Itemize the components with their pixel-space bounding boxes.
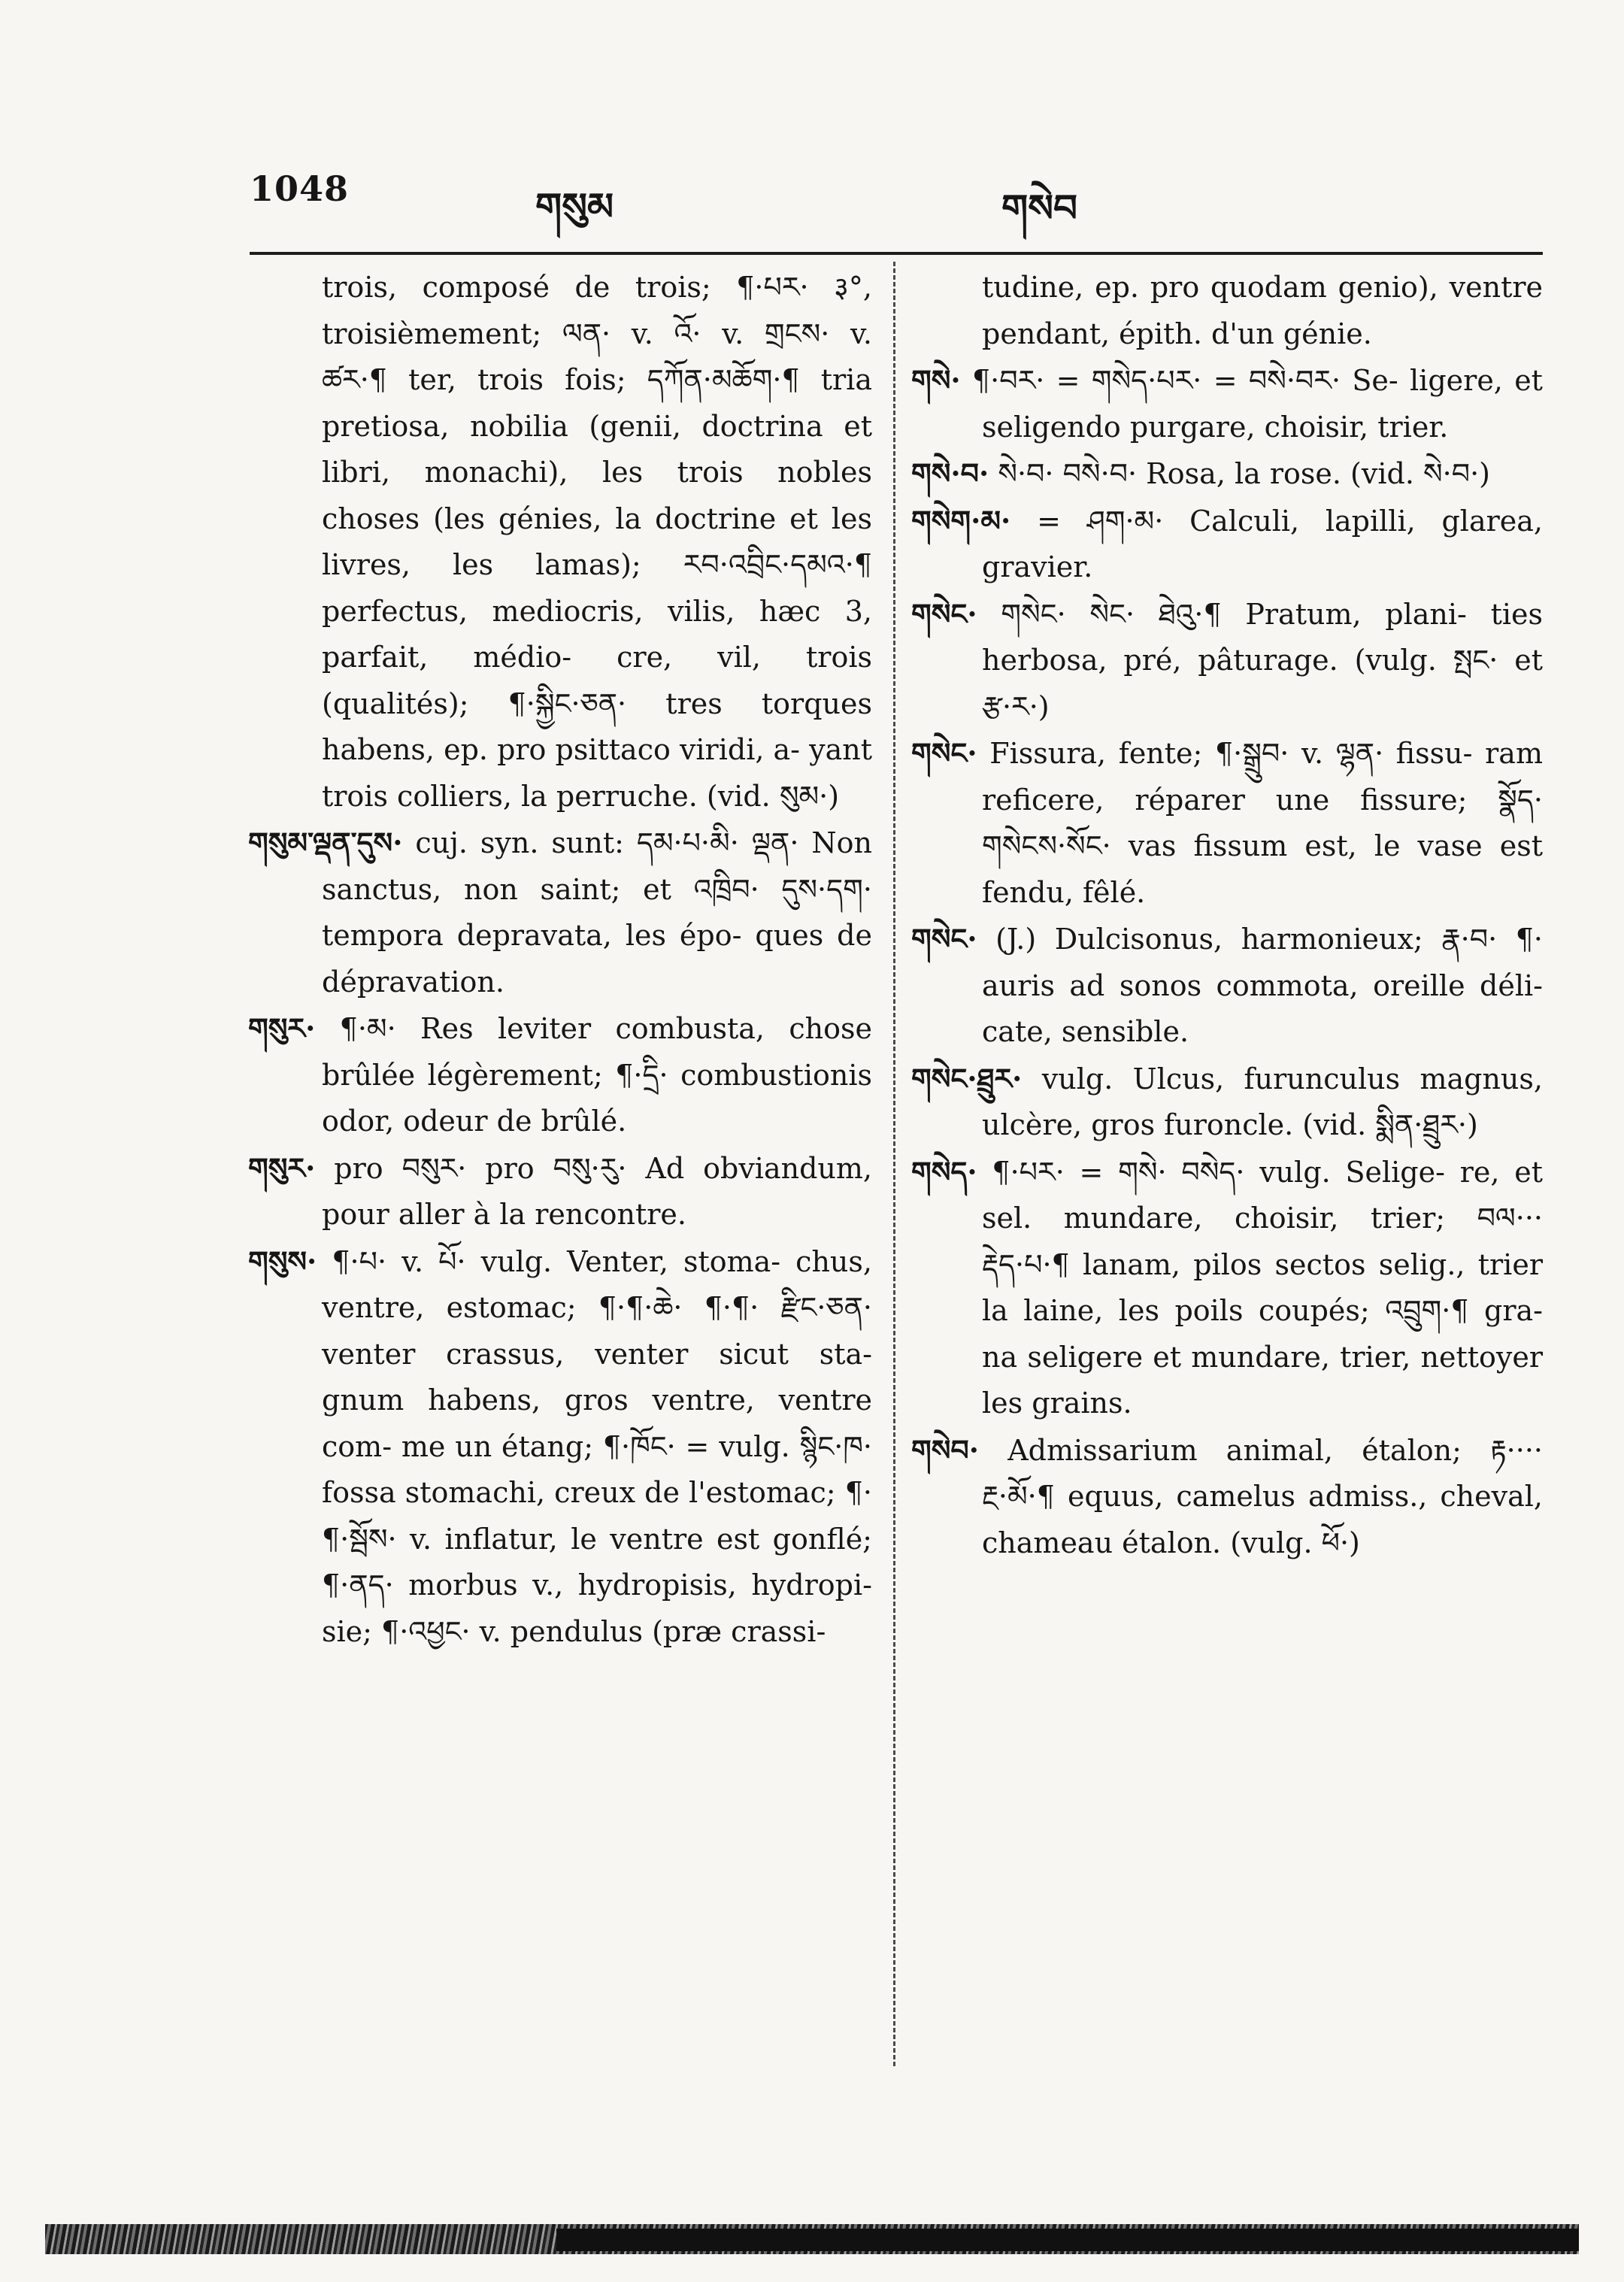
- entry-headword: གསེང·: [911, 922, 977, 956]
- entry-line: pretiosa, nobilia (genii, doctrina et libri,: [322, 409, 872, 489]
- dictionary-entry: [248, 820, 872, 1005]
- entry-line: རྔ·མོ·¶ equus, camelus admiss., cheval,: [982, 1480, 1543, 1513]
- entry-line: la laine, les poils coupés; འབྲུག·¶ gra-: [982, 1294, 1543, 1327]
- entry-line: cate, sensible.: [982, 1015, 1189, 1048]
- entry-line: trier.: [1377, 410, 1449, 444]
- entry-line: ¶·བར· = གསེད·པར· = བསེ·བར· Se-: [971, 364, 1398, 397]
- entry-headword: གསེ·: [911, 363, 961, 397]
- entry-line: me un étang; ¶·ཁོང· = vulg. སྙིང·ཁ·: [401, 1429, 872, 1463]
- entry-line: ties herbosa, pré, pâturage. (vulg. སྤང·: [982, 597, 1543, 677]
- entry-line: སེ·བ·): [1423, 457, 1491, 490]
- entry-line: fossa stomachi, creux de l'estomac; ¶·: [322, 1476, 872, 1509]
- dictionary-entry: [911, 730, 1543, 916]
- entry-line: pour aller à la rencontre.: [322, 1198, 687, 1231]
- entry-line: sie; ¶·འཕྱང· v. pendulus (præ crassi-: [322, 1614, 826, 1648]
- dictionary-entry: [911, 1427, 1543, 1567]
- entry-line: lamas); རབ·འབྲིང·དམའ·¶ perfectus,: [322, 548, 872, 628]
- page-number: 1048: [250, 168, 350, 209]
- entry-line: (J.) Dulcisonus, harmonieux; རྣ·བ·: [995, 923, 1498, 956]
- dictionary-entry: [911, 1149, 1543, 1427]
- entry-line: cuj. syn. sunt: དམ·པ·མི·: [415, 826, 739, 859]
- entry-line: et རྩ·ར·): [982, 644, 1543, 723]
- entry-line: སུམ·): [779, 779, 840, 813]
- entry-line: ¶·མ· Res leviter combusta, chose: [339, 1012, 872, 1045]
- entry-line: གསེང· སེང· ཐེའུ·¶ Pratum, plani-: [1001, 597, 1467, 631]
- right-column: [911, 265, 1543, 1566]
- page-header: [250, 159, 1549, 242]
- entry-line: རྫིང·ཅན· venter crassus, venter sicut sta-: [322, 1291, 872, 1371]
- entry-headword: གསུར·: [248, 1150, 316, 1185]
- entry-line: ram reficere, réparer une fissure; སྣོད·: [982, 737, 1543, 817]
- entry-line: = ཤག·མ· Calculi, lapilli, glarea,: [1037, 504, 1543, 538]
- entry-line: brûlée légèrement; ¶·དྲི· combustionis: [322, 1058, 872, 1092]
- entry-headword: གསུར·: [248, 1011, 316, 1045]
- entry-line: fendu, fêlé.: [982, 875, 1146, 909]
- dictionary-entry: [911, 1056, 1543, 1149]
- entry-line: Admissarium animal, étalon; རྟ····: [1007, 1433, 1543, 1467]
- entry-line: les grains.: [982, 1386, 1132, 1420]
- dictionary-entry: [911, 265, 1543, 357]
- entry-line: vulg. Ulcus, furunculus magnus,: [1041, 1062, 1543, 1096]
- entry-line: chameau étalon. (vulg. ཕོ·): [982, 1526, 1360, 1559]
- entry-line: ques de dépravation.: [322, 919, 872, 999]
- entry-line: ligere, et seligendo purgare, choisir,: [982, 364, 1543, 444]
- entry-line: mediocris, vilis, hæc 3, parfait, médio-: [322, 594, 872, 674]
- entry-headword: གསེ·བ·: [911, 456, 989, 490]
- entry-line: odor, odeur de brûlé.: [322, 1105, 627, 1138]
- entry-line: cre, vil, trois (qualités); ¶·སྐྱིང·ཅན· tres: [322, 641, 872, 720]
- entry-headword: གསེབ·: [911, 1432, 979, 1467]
- entry-line: ¶· auris ad sonos commota, oreille déli-: [982, 923, 1543, 1002]
- dictionary-entry: [248, 265, 872, 820]
- entry-line: ulcère, gros furoncle. (vid. སྨིན·ཐྲུར·): [982, 1108, 1478, 1141]
- entry-line: སེ·བ· བསེ·བ· Rosa, la rose. (vid.: [998, 457, 1414, 490]
- entry-line: re, et sel. mundare, choisir, trier; བལ···: [982, 1155, 1543, 1235]
- entry-line: pro བསུར· pro བསུ·རུ· Ad obviandum,: [334, 1151, 872, 1185]
- dictionary-entry: [911, 916, 1543, 1056]
- entry-line: ¶·པར· = གསེ· བསེད· vulg. Selige-: [992, 1155, 1445, 1189]
- entry-line: troisièmement; ལན· v. འོ· v. གྲངས· v.: [322, 317, 872, 350]
- entry-line: དུས·དག· tempora depravata, les épo-: [322, 872, 872, 952]
- dictionary-entry: [911, 591, 1543, 731]
- column-divider: [893, 262, 895, 2066]
- entry-line: Fissura, fente; ¶·སྒྲུབ· v. ལྷན· fissu-: [989, 737, 1473, 770]
- entry-line: trois, composé de trois; ¶·པར· ३°,: [322, 271, 872, 304]
- dictionary-entry: [911, 498, 1543, 591]
- entry-line: génies, la doctrine et les livres, les: [322, 502, 872, 581]
- entry-line: ལྡན· Non sanctus, non saint; et འཁྲིབ·: [322, 826, 872, 906]
- entry-headword: གསེག·མ·: [911, 503, 1011, 538]
- entry-line: གསེངས·སོང· vas fissum est, le vase est: [982, 829, 1543, 862]
- dictionary-entry: [911, 357, 1543, 450]
- dictionary-entry: [248, 1238, 872, 1656]
- left-running-headword: གསུམ: [535, 184, 614, 229]
- entry-line: gravier.: [982, 550, 1093, 583]
- entry-headword: གསུས·: [248, 1244, 317, 1278]
- entry-line: ¶·པ· v. པོ· vulg. Venter, stoma-: [332, 1244, 781, 1278]
- left-column: [248, 265, 872, 1655]
- dictionary-entry: [911, 450, 1543, 498]
- entry-headword: གསེང·ཐྲུར·: [911, 1061, 1023, 1096]
- entry-line: ཚར·¶ ter, trois fois; དཀོན·མཆོག·¶ tria: [322, 363, 872, 396]
- entry-line: yant trois colliers, la perruche. (vid.: [322, 733, 872, 813]
- entry-line: tudine, ep. pro quodam genio), ventre: [982, 271, 1543, 304]
- entry-line: ¶·སྦོས· v. inflatur, le ventre est gonflé;: [322, 1522, 872, 1556]
- entry-line: monachi), les trois nobles choses (les: [322, 456, 872, 535]
- entry-line: pendant, épith. d'un génie.: [982, 317, 1372, 350]
- entry-line: chus, ventre, estomac; ¶·¶·ཆེ· ¶·¶·: [322, 1244, 872, 1324]
- entry-line: རྡེད·པ·¶ lanam, pilos sectos selig., trier: [982, 1247, 1543, 1281]
- entry-headword: གསེང·: [911, 596, 977, 631]
- entry-line: na seligere et mundare, trier, nettoyer: [982, 1340, 1543, 1374]
- dictionary-entry: [248, 1005, 872, 1145]
- entry-headword: གསེད·: [911, 1154, 977, 1189]
- right-running-headword: གསེབ: [1001, 186, 1077, 230]
- header-rule: [250, 252, 1543, 255]
- dictionary-entry: [248, 1145, 872, 1238]
- entry-line: ¶·ནད· morbus v., hydropisis, hydropi-: [322, 1568, 872, 1602]
- scan-edge-band: [45, 2224, 1579, 2254]
- entry-line: torques habens, ep. pro psittaco viridi, a-: [322, 686, 872, 766]
- entry-line: gnum habens, gros ventre, ventre com-: [322, 1383, 872, 1463]
- entry-headword: གསེང·: [911, 736, 977, 770]
- entry-headword: གསུམ་ལྡན་དུས·: [248, 826, 403, 859]
